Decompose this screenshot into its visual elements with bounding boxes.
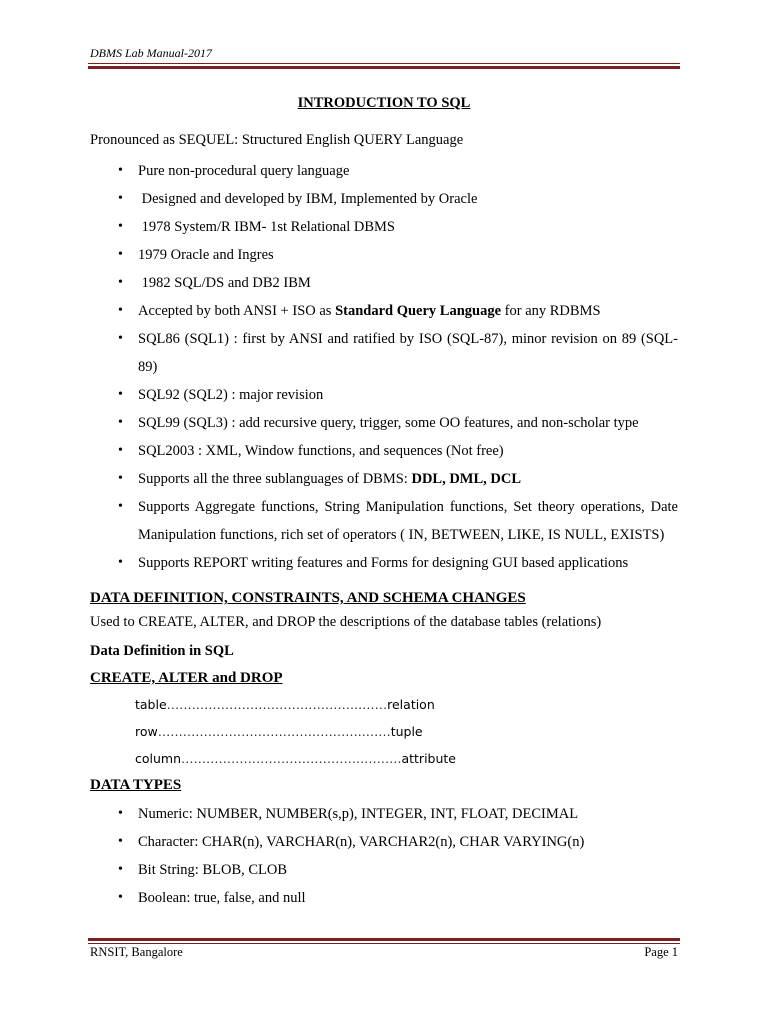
section-heading-data-definition: DATA DEFINITION, CONSTRAINTS, AND SCHEMA CHANGES xyxy=(90,590,526,606)
list-item-text: Pure non-procedural query language xyxy=(138,163,350,179)
mapping-term: table xyxy=(135,697,167,712)
mapping-equivalent: relation xyxy=(387,697,435,712)
list-item-text: Bit String: BLOB, CLOB xyxy=(138,862,288,878)
bullet-icon: • xyxy=(118,387,123,402)
subheading-create-alter-drop: CREATE, ALTER and DROP xyxy=(90,670,283,686)
bullet-icon: • xyxy=(118,555,123,570)
bullet-icon: • xyxy=(118,862,123,877)
list-item xyxy=(90,800,678,828)
bullet-icon: • xyxy=(118,275,123,290)
list-item xyxy=(90,493,678,549)
list-item-bold-text: DDL, DML, DCL xyxy=(411,471,522,487)
list-item-text: 1978 System/R IBM- 1st Relational DBMS xyxy=(138,219,395,235)
mapping-term: column xyxy=(135,751,182,766)
bullet-icon: • xyxy=(118,471,123,486)
list-item-text: 1982 SQL/DS and DB2 IBM xyxy=(138,275,311,291)
mapping-row xyxy=(135,691,678,718)
mapping-row xyxy=(135,718,678,745)
data-types-bullet-list xyxy=(90,800,678,912)
page-content xyxy=(90,92,678,912)
bullet-icon: • xyxy=(118,415,123,430)
list-item xyxy=(90,856,678,884)
mapping-row xyxy=(135,745,678,772)
list-item xyxy=(90,297,678,325)
list-item xyxy=(90,437,678,465)
list-item-text: Supports Aggregate functions, String Manipulation functions, Set theory operations, Date Manipulation functions, rich set of operators ( IN, BETWEEN, LIKE, IS NULL, EXISTS) xyxy=(138,499,678,543)
header-rule-thick xyxy=(88,66,680,69)
list-item-text: SQL2003 : XML, Window functions, and sequences (Not free) xyxy=(138,443,504,459)
list-item xyxy=(90,549,678,577)
list-item-text: 1979 Oracle and Ingres xyxy=(138,247,274,263)
list-item-text: SQL99 (SQL3) : add recursive query, trigger, some OO features, and non-scholar type xyxy=(138,415,639,431)
list-item-text: Supports all the three sublanguages of DBMS: xyxy=(138,471,412,487)
list-item-text: Supports REPORT writing features and Forms for designing GUI based applications xyxy=(138,555,629,571)
bullet-icon: • xyxy=(118,331,123,346)
section-heading-data-types: DATA TYPES xyxy=(90,777,182,793)
list-item xyxy=(90,241,678,269)
mapping-equivalent: attribute xyxy=(401,751,456,766)
mapping-dots: …………………………………….………. xyxy=(181,751,402,766)
page-title: INTRODUCTION TO SQL xyxy=(297,95,471,111)
list-item xyxy=(90,325,678,381)
list-item-text: Accepted by both ANSI + ISO as xyxy=(138,303,336,319)
list-item-text: SQL86 (SQL1) : first by ANSI and ratified by ISO (SQL-87), minor revision on 89 (SQL-89) xyxy=(138,331,678,375)
list-item xyxy=(90,409,678,437)
list-item-bold-text: Standard Query Language xyxy=(335,303,502,319)
bullet-icon: • xyxy=(118,499,123,514)
list-item xyxy=(90,381,678,409)
footer-rule-thick xyxy=(88,938,680,941)
bullet-icon: • xyxy=(118,247,123,262)
bullet-icon: • xyxy=(118,163,123,178)
mapping-term: row xyxy=(135,724,158,739)
footer-rule-thin xyxy=(88,943,680,944)
page-number: Page 1 xyxy=(644,945,678,959)
mapping-equivalent: tuple xyxy=(390,724,423,739)
list-item-text-tail: for any RDBMS xyxy=(501,303,601,319)
list-item-text: Boolean: true, false, and null xyxy=(138,890,306,906)
intro-bullet-list xyxy=(90,157,678,577)
list-item xyxy=(90,213,678,241)
footer-institution: RNSIT, Bangalore xyxy=(90,945,183,959)
list-item-text: Numeric: NUMBER, NUMBER(s,p), INTEGER, INT, FLOAT, DECIMAL xyxy=(138,806,579,822)
bullet-icon: • xyxy=(118,191,123,206)
header-text: DBMS Lab Manual-2017 xyxy=(90,46,212,60)
bullet-icon: • xyxy=(118,219,123,234)
bullet-icon: • xyxy=(118,890,123,905)
intro-text: Pronounced as SEQUEL: Structured English QUERY Language xyxy=(90,132,464,148)
list-item xyxy=(90,884,678,912)
list-item-text: SQL92 (SQL2) : major revision xyxy=(138,387,324,403)
list-item-text: Designed and developed by IBM, Implemented by Oracle xyxy=(138,191,478,207)
list-item xyxy=(90,828,678,856)
mapping-dots: ………………………………………..…… xyxy=(166,697,388,712)
bullet-icon: • xyxy=(118,443,123,458)
list-item xyxy=(90,157,678,185)
bullet-icon: • xyxy=(118,806,123,821)
section-text: Used to CREATE, ALTER, and DROP the descriptions of the database tables (relations) xyxy=(90,614,602,630)
mapping-dots: …………………………………………..…… xyxy=(157,724,391,739)
bullet-icon: • xyxy=(118,834,123,849)
list-item xyxy=(90,465,678,493)
list-item-text: Character: CHAR(n), VARCHAR(n), VARCHAR2(n), CHAR VARYING(n) xyxy=(138,834,585,850)
list-item xyxy=(90,269,678,297)
subheading-data-definition-sql: Data Definition in SQL xyxy=(90,643,234,659)
list-item xyxy=(90,185,678,213)
bullet-icon: • xyxy=(118,303,123,318)
header-rule-thin xyxy=(88,63,680,64)
